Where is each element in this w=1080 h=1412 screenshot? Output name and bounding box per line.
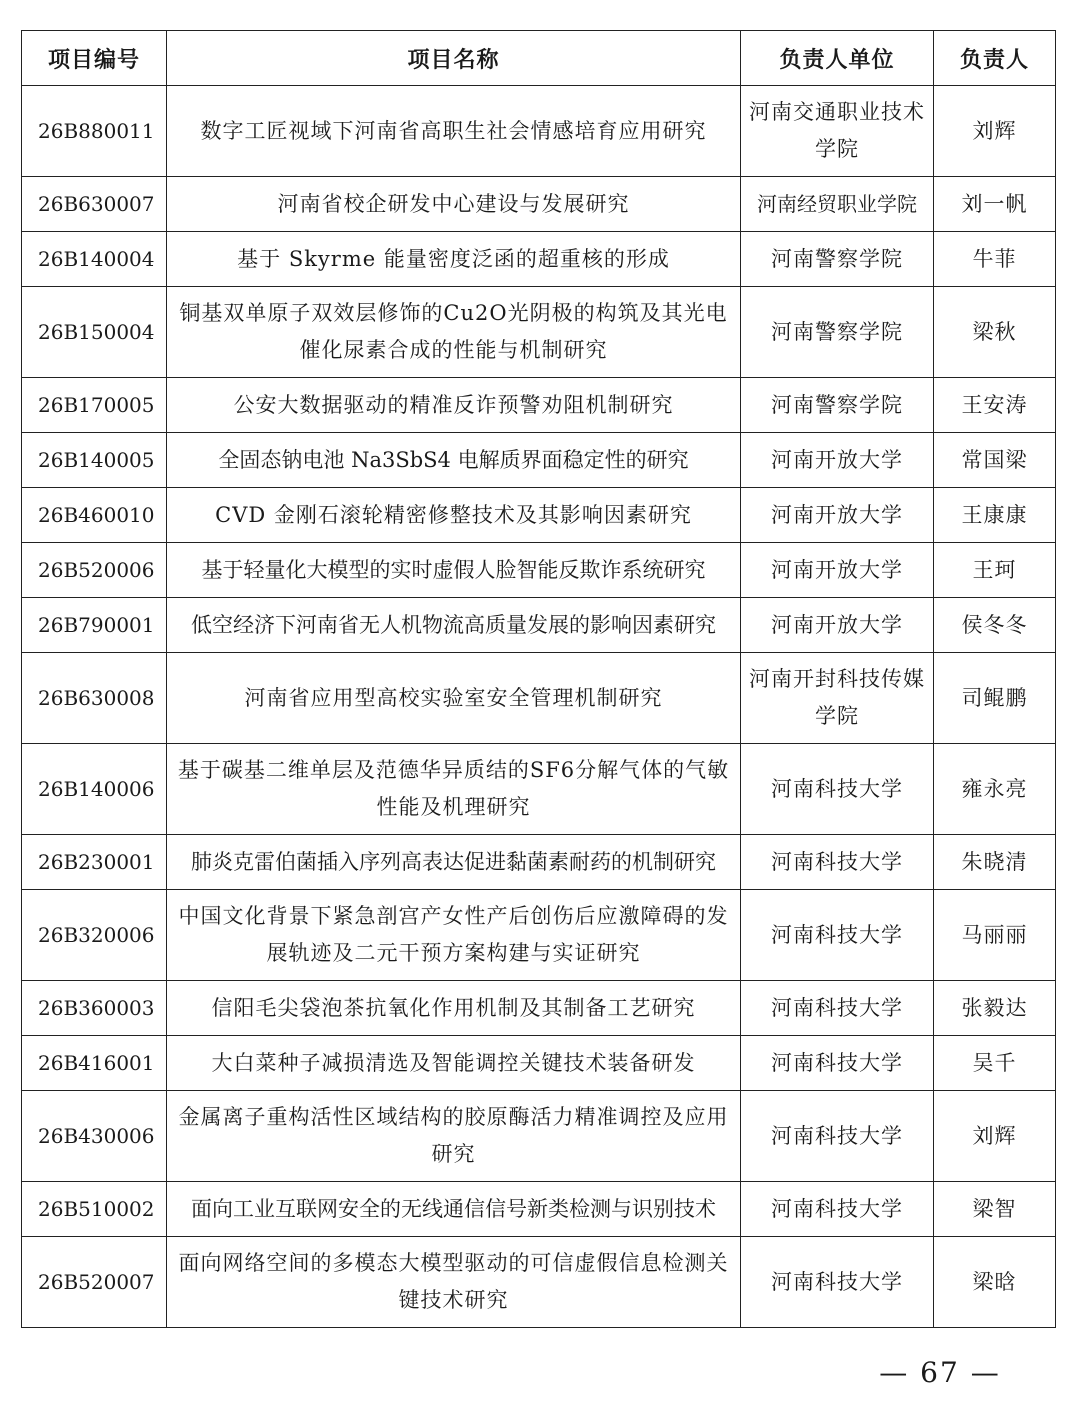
table-row: [22, 1091, 1056, 1182]
cell-code: 26B520006: [22, 543, 167, 598]
cell-code: 26B430006: [22, 1091, 167, 1182]
cell-name: 信阳毛尖袋泡茶抗氧化作用机制及其制备工艺研究: [167, 981, 741, 1036]
table-row: [22, 433, 1056, 488]
table-row: [22, 543, 1056, 598]
cell-person: 刘辉: [934, 86, 1056, 177]
cell-name: 铜基双单原子双效层修饰的Cu2O光阴极的构筑及其光电催化尿素合成的性能与机制研究: [167, 287, 741, 378]
table-body: [22, 86, 1056, 1328]
cell-code: 26B510002: [22, 1182, 167, 1237]
header-code: 项目编号: [22, 31, 167, 86]
cell-person: 梁秋: [934, 287, 1056, 378]
cell-person: 马丽丽: [934, 890, 1056, 981]
cell-unit: 河南开放大学: [741, 433, 934, 488]
cell-unit: 河南科技大学: [741, 1036, 934, 1091]
cell-person: 张毅达: [934, 981, 1056, 1036]
cell-unit: 河南科技大学: [741, 1237, 934, 1328]
cell-code: 26B630008: [22, 653, 167, 744]
cell-code: 26B140005: [22, 433, 167, 488]
header-name: 项目名称: [167, 31, 741, 86]
cell-unit: 河南警察学院: [741, 378, 934, 433]
cell-name: 河南省校企研发中心建设与发展研究: [167, 177, 741, 232]
cell-name: 面向工业互联网安全的无线通信信号新类检测与识别技术: [167, 1182, 741, 1237]
table-row: [22, 653, 1056, 744]
cell-unit: 河南警察学院: [741, 232, 934, 287]
cell-unit: 河南交通职业技术学院: [741, 86, 934, 177]
table-row: [22, 86, 1056, 177]
cell-name: 基于轻量化大模型的实时虚假人脸智能反欺诈系统研究: [167, 543, 741, 598]
cell-unit: 河南经贸职业学院: [741, 177, 934, 232]
cell-name: 全固态钠电池 Na3SbS4 电解质界面稳定性的研究: [167, 433, 741, 488]
cell-unit: 河南开放大学: [741, 598, 934, 653]
header-row: [22, 31, 1056, 86]
table-row: [22, 232, 1056, 287]
cell-code: 26B140006: [22, 744, 167, 835]
cell-name: 面向网络空间的多模态大模型驱动的可信虚假信息检测关键技术研究: [167, 1237, 741, 1328]
cell-code: 26B790001: [22, 598, 167, 653]
cell-person: 侯冬冬: [934, 598, 1056, 653]
cell-person: 王康康: [934, 488, 1056, 543]
cell-code: 26B170005: [22, 378, 167, 433]
cell-name: 低空经济下河南省无人机物流高质量发展的影响因素研究: [167, 598, 741, 653]
cell-person: 司鲲鹏: [934, 653, 1056, 744]
cell-unit: 河南开放大学: [741, 488, 934, 543]
page-number: — 67 —: [879, 1356, 1001, 1389]
table-row: [22, 598, 1056, 653]
cell-code: 26B140004: [22, 232, 167, 287]
cell-code: 26B460010: [22, 488, 167, 543]
cell-code: 26B320006: [22, 890, 167, 981]
cell-name: 中国文化背景下紧急剖宫产女性产后创伤后应激障碍的发展轨迹及二元干预方案构建与实证研究: [167, 890, 741, 981]
cell-name: 河南省应用型高校实验室安全管理机制研究: [167, 653, 741, 744]
cell-unit: 河南开封科技传媒学院: [741, 653, 934, 744]
project-table: [21, 30, 1056, 1328]
table-row: [22, 981, 1056, 1036]
cell-unit: 河南开放大学: [741, 543, 934, 598]
cell-name: CVD 金刚石滚轮精密修整技术及其影响因素研究: [167, 488, 741, 543]
cell-code: 26B416001: [22, 1036, 167, 1091]
cell-code: 26B880011: [22, 86, 167, 177]
cell-person: 梁晗: [934, 1237, 1056, 1328]
table-row: [22, 744, 1056, 835]
cell-code: 26B360003: [22, 981, 167, 1036]
table-row: [22, 177, 1056, 232]
cell-unit: 河南科技大学: [741, 1182, 934, 1237]
table-row: [22, 488, 1056, 543]
cell-code: 26B520007: [22, 1237, 167, 1328]
header-person: 负责人: [934, 31, 1056, 86]
cell-name: 公安大数据驱动的精准反诈预警劝阻机制研究: [167, 378, 741, 433]
cell-name: 数字工匠视域下河南省高职生社会情感培育应用研究: [167, 86, 741, 177]
cell-person: 王珂: [934, 543, 1056, 598]
cell-code: 26B230001: [22, 835, 167, 890]
table-row: [22, 378, 1056, 433]
cell-name: 肺炎克雷伯菌插入序列高表达促进黏菌素耐药的机制研究: [167, 835, 741, 890]
cell-person: 常国梁: [934, 433, 1056, 488]
header-unit: 负责人单位: [741, 31, 934, 86]
cell-code: 26B630007: [22, 177, 167, 232]
table-row: [22, 890, 1056, 981]
table-row: [22, 835, 1056, 890]
cell-person: 刘一帆: [934, 177, 1056, 232]
cell-person: 王安涛: [934, 378, 1056, 433]
table-row: [22, 1237, 1056, 1328]
cell-unit: 河南科技大学: [741, 981, 934, 1036]
cell-person: 朱晓清: [934, 835, 1056, 890]
cell-person: 雍永亮: [934, 744, 1056, 835]
cell-unit: 河南科技大学: [741, 835, 934, 890]
cell-name: 基于碳基二维单层及范德华异质结的SF6分解气体的气敏性能及机理研究: [167, 744, 741, 835]
cell-person: 刘辉: [934, 1091, 1056, 1182]
cell-unit: 河南科技大学: [741, 1091, 934, 1182]
cell-unit: 河南警察学院: [741, 287, 934, 378]
table-row: [22, 1182, 1056, 1237]
cell-code: 26B150004: [22, 287, 167, 378]
cell-name: 金属离子重构活性区域结构的胶原酶活力精准调控及应用研究: [167, 1091, 741, 1182]
cell-person: 牛菲: [934, 232, 1056, 287]
table-row: [22, 1036, 1056, 1091]
cell-name: 大白菜种子减损清选及智能调控关键技术装备研发: [167, 1036, 741, 1091]
cell-person: 吴千: [934, 1036, 1056, 1091]
table-row: [22, 287, 1056, 378]
cell-person: 梁智: [934, 1182, 1056, 1237]
cell-name: 基于 Skyrme 能量密度泛函的超重核的形成: [167, 232, 741, 287]
cell-unit: 河南科技大学: [741, 890, 934, 981]
cell-unit: 河南科技大学: [741, 744, 934, 835]
